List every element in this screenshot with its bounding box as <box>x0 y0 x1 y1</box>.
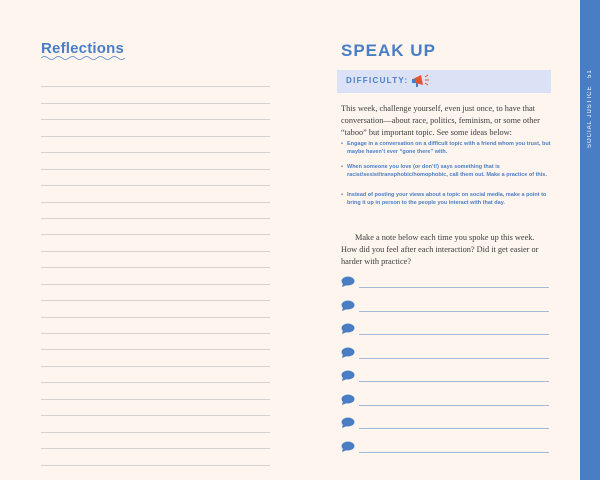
ideas-list <box>341 140 555 207</box>
idea-item: • When someone you love (or don’t!) says something that is racist/sexist/transphobic/homophobic, call them out. Make a practice of this. <box>341 163 555 179</box>
page-title: SPEAK UP <box>341 41 436 60</box>
note-line[interactable] <box>341 415 549 429</box>
difficulty-label: DIFFICULTY: <box>346 76 409 85</box>
note-line[interactable] <box>341 298 549 312</box>
speech-bubble-icon <box>341 417 355 428</box>
megaphone-icon <box>411 74 431 88</box>
speech-bubble-icon <box>341 323 355 334</box>
wavy-underline <box>41 55 125 61</box>
note-line[interactable] <box>341 345 549 359</box>
reflections-title: Reflections <box>41 40 125 57</box>
note-line[interactable] <box>341 392 549 406</box>
difficulty-banner <box>337 70 551 93</box>
idea-item: • Instead of posting your views about a topic on social media, make a point to bring it up in person to the people you interact with that day. <box>341 191 555 207</box>
speech-bubble-icon <box>341 276 355 287</box>
speech-bubble-icon <box>341 441 355 452</box>
outro-paragraph: Make a note below each time you spoke up this week. How did you feel after each interaction? Did it get easier or harder with practice? <box>341 233 539 266</box>
reflection-lines[interactable] <box>41 71 270 466</box>
intro-paragraph: This week, challenge yourself, even just once, to have that conversation—about race, politics, feminism, or some other “taboo” but important topic. See some ideas below: <box>341 104 540 137</box>
note-line[interactable] <box>341 439 549 453</box>
section-name: SOCIAL JUSTICE <box>587 85 593 148</box>
note-line[interactable] <box>341 368 549 382</box>
speech-bubble-icon <box>341 347 355 358</box>
page-number: 51 <box>587 68 593 78</box>
speech-bubble-icon <box>341 370 355 381</box>
speech-bubble-icon <box>341 300 355 311</box>
idea-item: • Engage in a conversation on a difficult topic with a friend whom you trust, but maybe haven’t ever “gone there” with. <box>341 140 555 156</box>
note-line[interactable] <box>341 321 549 335</box>
sidebar-label <box>583 68 597 148</box>
note-line[interactable] <box>341 274 549 288</box>
speech-bubble-icon <box>341 394 355 405</box>
